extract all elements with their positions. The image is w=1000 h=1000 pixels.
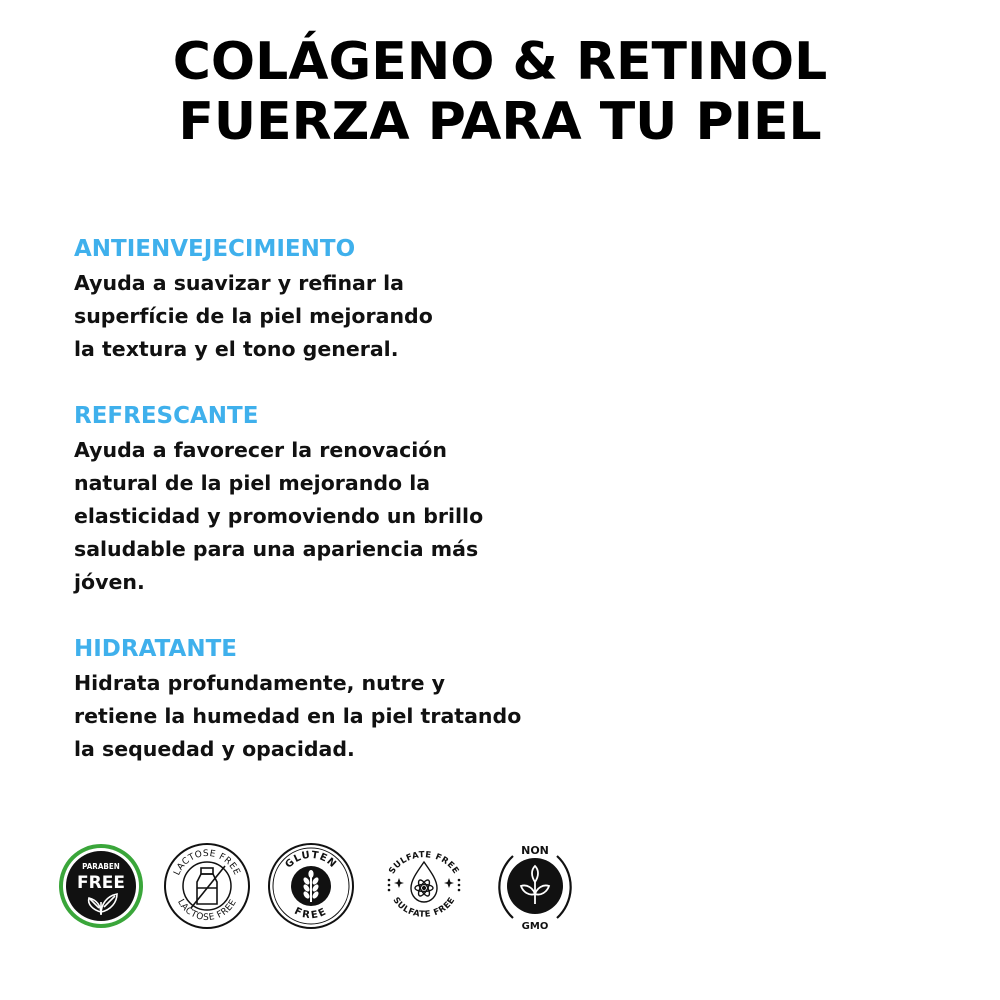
section-body [74,667,594,766]
non-gmo-bottom-text: GMO [521,921,549,932]
body-line: Ayuda a suavizar y refinar la [74,271,404,295]
section-antienvejecimiento [74,234,594,366]
page-title [0,32,1000,152]
title-line-2: FUERZA PARA TU PIEL [178,92,822,152]
body-line: Hidrata profundamente, nutre y [74,671,446,695]
sulfate-top-text: SULFATE FREE [387,850,461,877]
body-line: retiene la humedad en la piel tratando [74,704,522,728]
body-line: saludable para una apariencia más [74,537,479,561]
paraben-top-text: PARABEN [82,862,120,871]
sulfate-bottom-text: SULFATE FREE [390,895,458,920]
body-line: la textura y el tono general. [74,337,399,361]
paraben-main-text: FREE [77,873,125,893]
section-heading: ANTIENVEJECIMIENTO [74,236,356,262]
non-gmo-top-text: NON [521,844,549,857]
body-line: natural de la piel mejorando la [74,471,431,495]
section-refrescante [74,401,594,599]
svg-text:FREE [292,906,329,922]
svg-text:LACTOSE FREE [172,849,241,877]
lactose-free-badge [163,838,255,934]
section-hidratante [74,634,594,766]
svg-text:SULFATE FREE [391,896,458,920]
body-line: jóven. [74,570,145,594]
lactose-bottom-text: LACTOSE FREE [175,897,239,924]
milk-bottle-icon [191,866,225,908]
sulfate-free-badge [379,838,471,934]
gluten-top-text: GLUTEN [283,849,339,871]
body-line: superfície de la piel mejorando [74,304,433,328]
lactose-top-text: LACTOSE FREE [172,848,242,878]
section-body [74,434,594,599]
body-line: Ayuda a favorecer la renovación [74,438,447,462]
atom-drop-icon [411,862,437,902]
badge-row [57,838,597,938]
non-gmo-badge [491,838,583,934]
section-heading: HIDRATANTE [74,636,237,662]
body-line: elasticidad y promoviendo un brillo [74,504,484,528]
gluten-free-badge [267,838,359,934]
title-line-1: COLÁGENO & RETINOL [172,32,828,92]
section-body [74,267,594,366]
section-heading: REFRESCANTE [74,403,259,429]
gluten-bottom-text: FREE [292,905,330,922]
paraben-free-badge [57,838,149,934]
body-line: la sequedad y opacidad. [74,737,355,761]
